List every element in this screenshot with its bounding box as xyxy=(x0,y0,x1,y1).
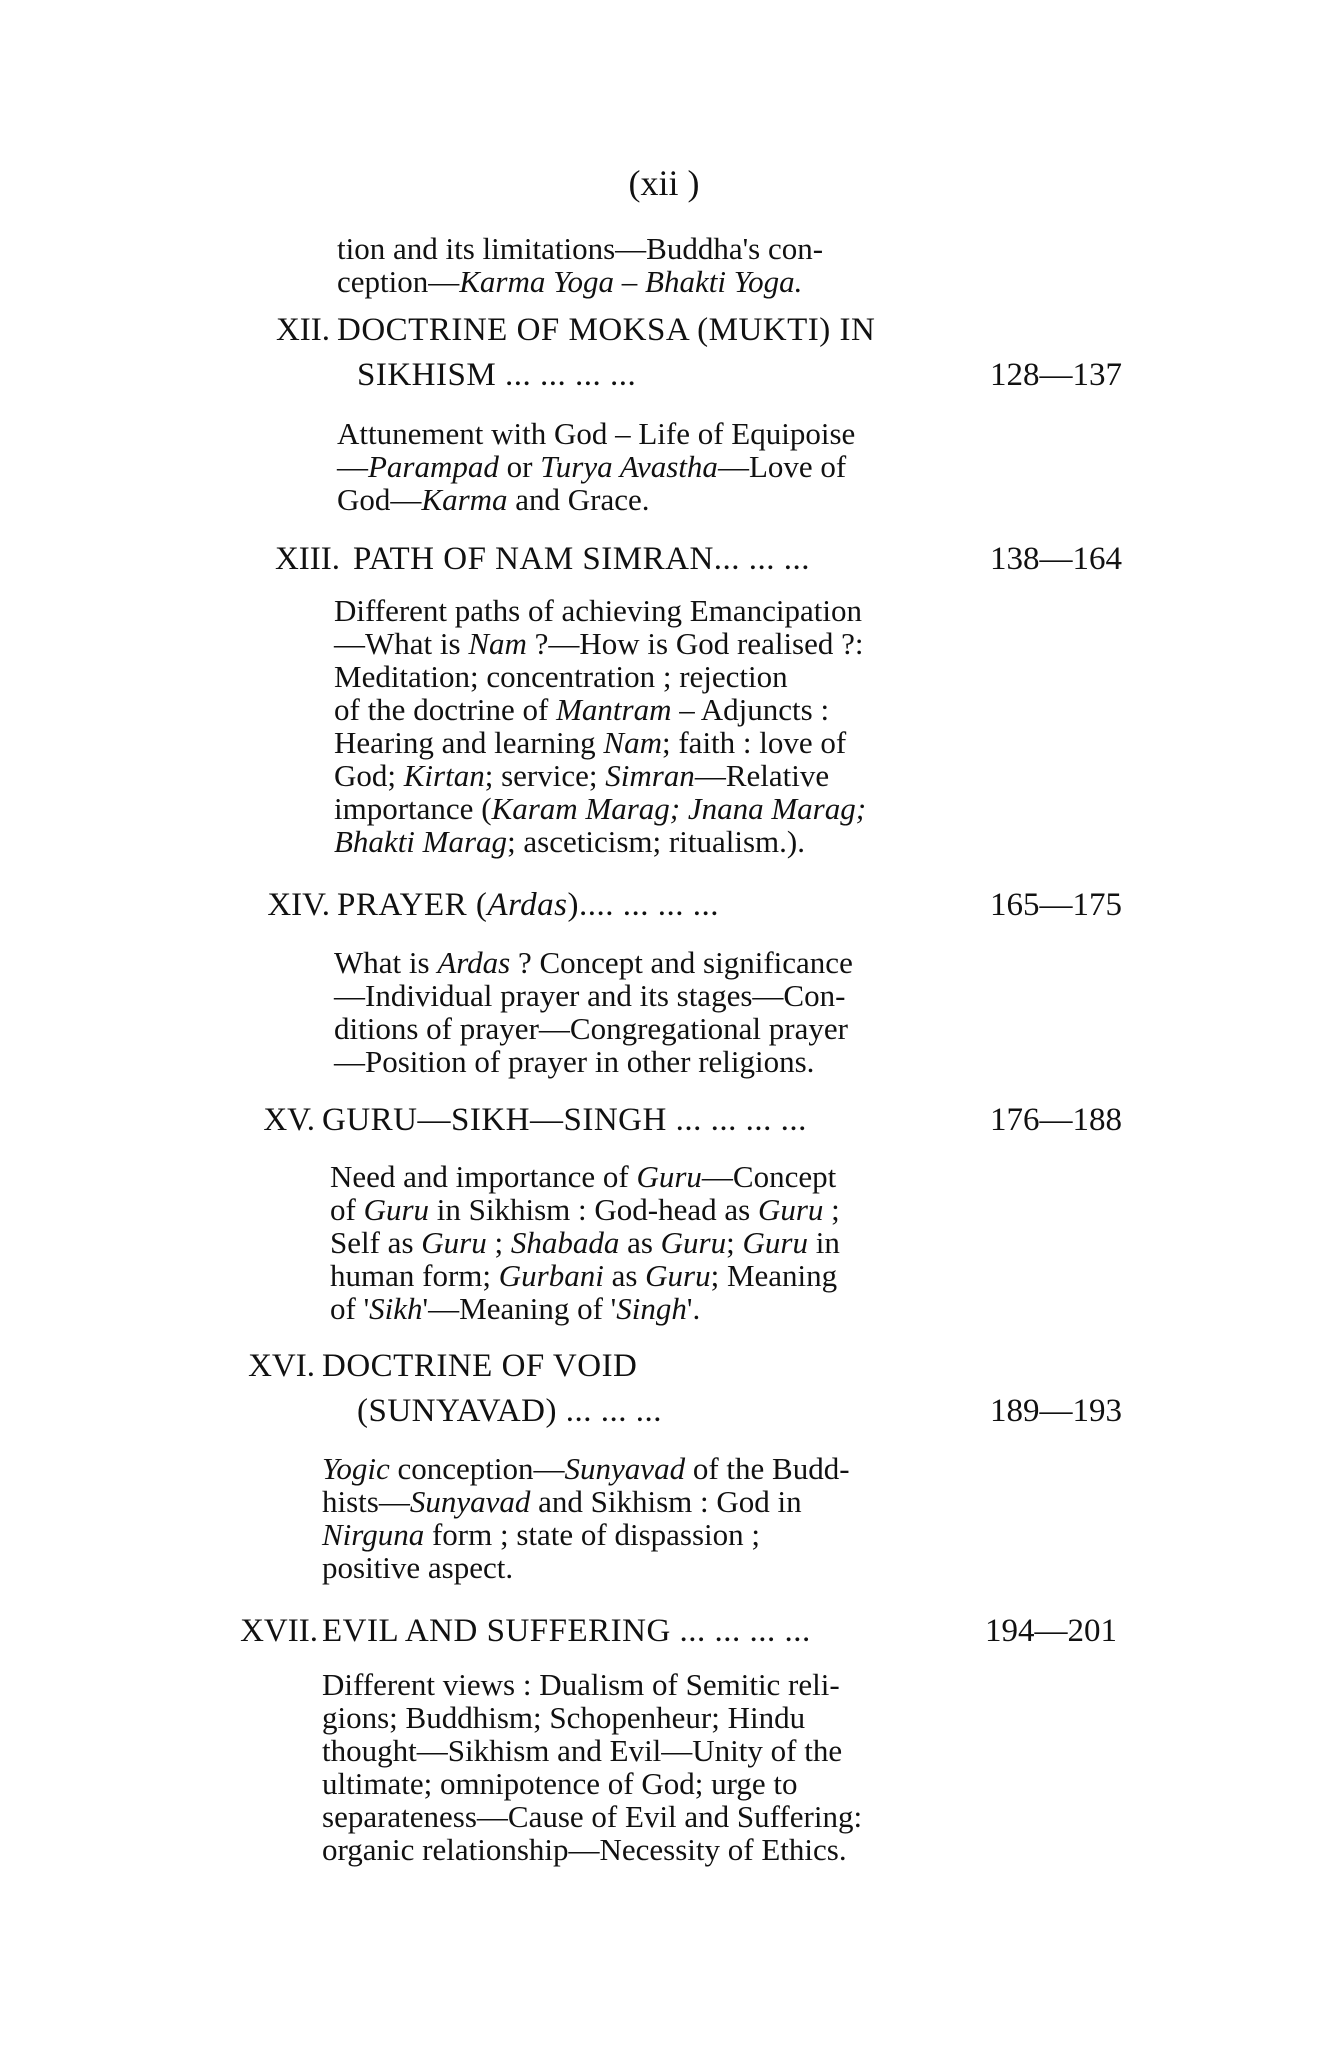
text-fragment: '—Meaning of ' xyxy=(422,1291,617,1326)
chapter-pages-xiv: 165—175 xyxy=(990,887,1122,923)
text-fragment: ; asceticism; ritualism.). xyxy=(507,824,805,859)
text-fragment: Simran xyxy=(605,758,695,793)
chapter-desc-xiv xyxy=(334,946,954,1078)
text-fragment: conception— xyxy=(389,1451,565,1486)
text-fragment: Guru xyxy=(636,1159,702,1194)
text-fragment: Kirtan xyxy=(403,758,485,793)
text-fragment: in xyxy=(807,1225,840,1260)
chapter-numeral-xvii: XVII. xyxy=(240,1613,318,1649)
chapter-numeral-xvi: XVI. xyxy=(248,1348,315,1384)
chapter-desc-xiii xyxy=(334,594,954,858)
chapter-desc-xii xyxy=(337,417,957,516)
text-fragment: of ' xyxy=(330,1291,370,1326)
text-fragment: ; service; xyxy=(484,758,606,793)
text-fragment: God— xyxy=(337,482,422,517)
text-fragment: PRAYER ( xyxy=(337,887,488,923)
text-fragment: ; xyxy=(486,1225,511,1260)
text-fragment: Sunyavad xyxy=(409,1484,531,1519)
text-fragment: Karma xyxy=(421,482,508,517)
text-fragment: Nam xyxy=(603,725,662,760)
text-fragment: thought—Sikhism and Evil—Unity of the xyxy=(322,1733,843,1768)
text-fragment: —What is xyxy=(334,626,469,661)
text-fragment: Bhakti Marag xyxy=(334,824,508,859)
text-fragment: as xyxy=(603,1258,646,1293)
text-fragment: —Individual prayer and its stages—Con- xyxy=(334,978,846,1013)
text-fragment: importance ( xyxy=(334,791,492,826)
chapter-title-xv: GURU—SIKH—SINGH ... ... ... ... xyxy=(322,1102,807,1138)
text-fragment: Singh xyxy=(616,1291,687,1326)
text-fragment: ; xyxy=(726,1225,743,1260)
text-fragment: of xyxy=(330,1192,364,1227)
chapter-desc-xvi xyxy=(322,1452,950,1584)
text-fragment: ).... ... ... ... xyxy=(567,887,720,923)
text-fragment: Sunyavad xyxy=(564,1451,686,1486)
text-fragment: Different views : Dualism of Semitic reli- xyxy=(322,1667,840,1702)
text-fragment: Turya Avastha xyxy=(540,449,718,484)
intro-line-2a: ception— xyxy=(337,264,460,299)
chapter-pages-xii: 128—137 xyxy=(990,357,1122,393)
text-fragment: God; xyxy=(334,758,404,793)
text-fragment: or xyxy=(498,449,541,484)
text-fragment: —Love of xyxy=(717,449,847,484)
text-fragment: Different paths of achieving Emancipation xyxy=(334,593,862,628)
text-fragment: ; Meaning xyxy=(710,1258,838,1293)
text-fragment: – Adjuncts : xyxy=(671,692,830,727)
chapter-title-xvii: EVIL AND SUFFERING ... ... ... ... xyxy=(322,1613,811,1649)
text-fragment: of the doctrine of xyxy=(334,692,557,727)
chapter-numeral-xii: XII. xyxy=(275,312,330,348)
text-fragment: gions; Buddhism; Schopenheur; Hindu xyxy=(322,1700,806,1735)
text-fragment: Guru xyxy=(660,1225,727,1260)
text-fragment: '. xyxy=(686,1291,701,1326)
text-fragment: What is xyxy=(334,945,438,980)
text-fragment: —Relative xyxy=(694,758,830,793)
text-fragment: Gurbani xyxy=(498,1258,604,1293)
text-fragment: —Position of prayer in other religions. xyxy=(334,1044,815,1079)
text-fragment: Nirguna xyxy=(322,1517,425,1552)
text-fragment: Hearing and learning xyxy=(334,725,604,760)
text-fragment: Guru xyxy=(421,1225,487,1260)
text-fragment: Self as xyxy=(330,1225,422,1260)
text-fragment: ?—How is God realised ?: xyxy=(526,626,864,661)
text-fragment: Guru xyxy=(742,1225,808,1260)
text-fragment: Ardas xyxy=(487,887,568,923)
text-fragment: Need and importance of xyxy=(330,1159,637,1194)
chapter-title-xvi-line1: DOCTRINE OF VOID xyxy=(322,1348,638,1384)
text-fragment: Karam Marag; Jnana Marag; xyxy=(491,791,867,826)
chapter-numeral-xiii: XIII. xyxy=(274,541,340,577)
text-fragment: form ; state of dispassion ; xyxy=(424,1517,760,1552)
text-fragment: ultimate; omnipotence of God; urge to xyxy=(322,1766,798,1801)
text-fragment: Sikh xyxy=(369,1291,423,1326)
chapter-title-xvi-line2: (SUNYAVAD) ... ... ... xyxy=(357,1393,662,1429)
chapter-title-xiv xyxy=(337,887,719,924)
text-fragment: and Grace. xyxy=(507,482,650,517)
text-fragment: — xyxy=(337,449,368,484)
text-fragment: in Sikhism : God-head as xyxy=(429,1192,758,1227)
text-fragment: positive aspect. xyxy=(322,1550,514,1585)
intro-line-2b: Karma Yoga – Bhakti Yoga. xyxy=(459,264,803,299)
text-fragment: Guru xyxy=(363,1192,430,1227)
text-fragment: ; xyxy=(823,1192,840,1227)
text-fragment: ? Concept and significance xyxy=(510,945,853,980)
text-fragment: organic relationship—Necessity of Ethics. xyxy=(322,1832,847,1867)
text-fragment: and Sikhism : God in xyxy=(530,1484,802,1519)
text-fragment: Shabada xyxy=(510,1225,620,1260)
chapter-numeral-xiv: XIV. xyxy=(267,887,330,923)
chapter-desc-xv xyxy=(330,1160,950,1325)
text-fragment: ; faith : love of xyxy=(662,725,847,760)
intro-line-1: tion and its limitations—Buddha's con- xyxy=(337,231,824,266)
text-fragment: of the Budd- xyxy=(685,1451,850,1486)
chapter-desc-xvii xyxy=(322,1668,950,1866)
text-fragment: Nam xyxy=(468,626,527,661)
chapter-pages-xvii: 194—201 xyxy=(985,1613,1117,1649)
text-fragment: Parampad xyxy=(368,449,499,484)
chapter-title-xii-line1: DOCTRINE OF MOKSA (MUKTI) IN xyxy=(337,312,876,348)
chapter-pages-xvi: 189—193 xyxy=(990,1393,1122,1429)
text-fragment: —Concept xyxy=(701,1159,837,1194)
chapter-title-xii-line2: SIKHISM ... ... ... ... xyxy=(357,357,637,393)
text-fragment: Guru xyxy=(757,1192,824,1227)
page-number: (xii ) xyxy=(628,163,700,203)
text-fragment: separateness—Cause of Evil and Suffering: xyxy=(322,1799,863,1834)
text-fragment: Guru xyxy=(645,1258,711,1293)
chapter-pages-xv: 176—188 xyxy=(990,1102,1122,1138)
text-fragment: Mantram xyxy=(556,692,672,727)
text-fragment: human form; xyxy=(330,1258,499,1293)
text-fragment: hists— xyxy=(322,1484,410,1519)
intro-text xyxy=(337,232,957,298)
text-fragment: Yogic xyxy=(322,1451,390,1486)
chapter-pages-xiii: 138—164 xyxy=(990,541,1122,577)
chapter-numeral-xv: XV. xyxy=(263,1102,315,1138)
text-fragment: Ardas xyxy=(437,945,511,980)
text-fragment: as xyxy=(619,1225,661,1260)
text-fragment: Meditation; concentration ; rejection xyxy=(334,659,788,694)
text-fragment: Attunement with God – Life of Equipoise xyxy=(337,416,856,451)
text-fragment: ditions of prayer—Congregational prayer xyxy=(334,1011,848,1046)
chapter-title-xiii: PATH OF NAM SIMRAN... ... ... xyxy=(353,541,811,577)
